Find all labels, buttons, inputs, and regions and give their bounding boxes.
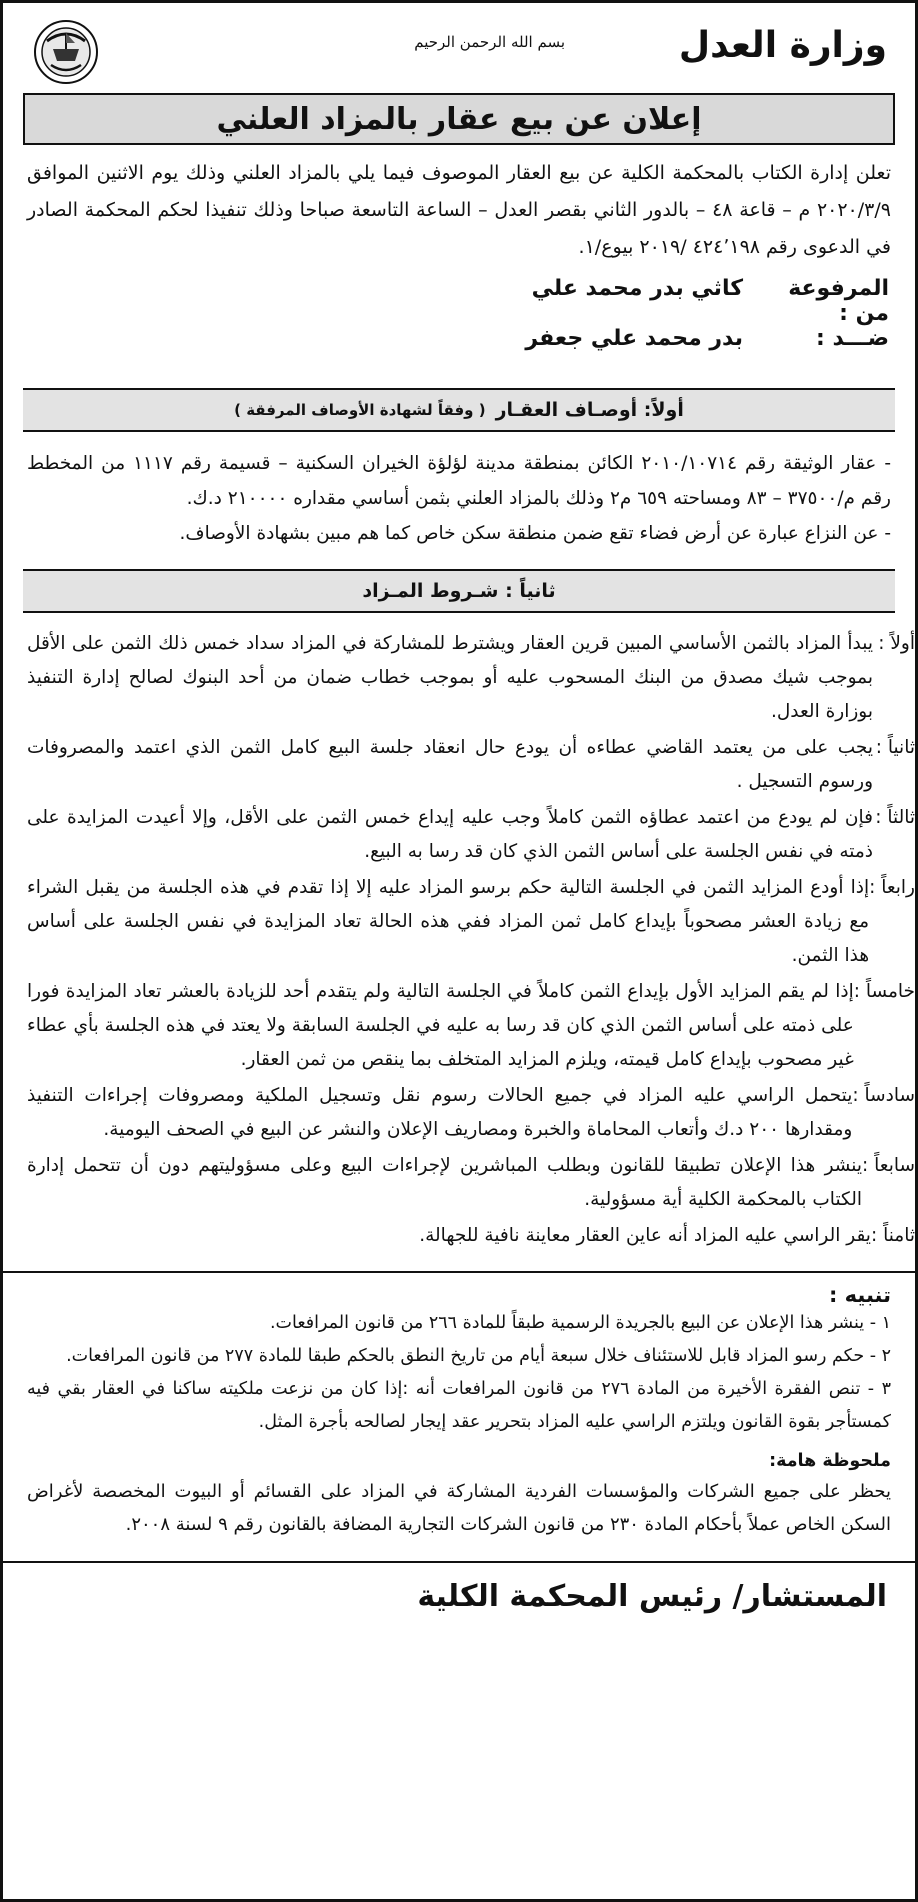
- condition-number: أولاً :: [878, 633, 915, 654]
- plaintiff-name: كاثي بدر محمد علي: [531, 276, 743, 301]
- notice-item: ١ - ينشر هذا الإعلان عن البيع بالجريدة الرسمية طبقاً للمادة ٢٦٦ من قانون المرافعات.: [269, 1313, 891, 1333]
- condition-text: يجب على من يعتمد القاضي عطاءه أن يودع حال انعقاد جلسة البيع كامل الثمن الذي اعتمد والمصروفات ورسوم التسجيل .: [27, 737, 873, 792]
- condition-item: [23, 731, 915, 799]
- condition-item: [23, 627, 915, 729]
- property-description: [27, 446, 891, 551]
- condition-text: يقر الراسي عليه المزاد أنه عاين العقار معاينة نافية للجهالة.: [419, 1225, 871, 1246]
- conditions-list: [23, 627, 915, 1253]
- header: [23, 17, 895, 83]
- section-auction-conditions: [23, 569, 895, 613]
- important-note-text: يحظر على جميع الشركات والمؤسسات الفردية المشاركة في المزاد على القسائم أو البيوت المخصصة لأغراض السكن الخاص عملاً بأحكام المادة ٢٣٠ من قانون الشركات التجارية المضافة بالقانون رقم ٩ لسنة ٢٠٠٨.: [27, 1481, 891, 1535]
- divider: [3, 1271, 915, 1273]
- defendant-label: ضـــد :: [816, 326, 889, 351]
- notice-item: ٣ - تنص الفقرة الأخيرة من المادة ٢٧٦ من قانون المرافعات أنه :إذا كان من نزعت ملكيته ساكنا في العقار بقي فيه كمستأجر بقوة القانون ويلتزم الراسي عليه المزاد بتحرير عقد إيجار لصالحه بأجرة المثل.: [27, 1379, 891, 1432]
- condition-number: ثامناً :: [870, 1225, 915, 1246]
- plaintiff-row: [23, 276, 895, 326]
- defendant-row: [23, 326, 895, 376]
- condition-number: سابعاً :: [862, 1155, 915, 1176]
- condition-item: [23, 1149, 915, 1217]
- important-note-title: ملحوظة هامة:: [769, 1451, 891, 1471]
- condition-number: سادساً :: [852, 1085, 915, 1106]
- condition-number: ثالثاً :: [875, 807, 915, 828]
- plaintiff-label: المرفوعة من :: [788, 276, 889, 326]
- condition-number: ثانياً :: [875, 737, 915, 758]
- description-item: - عن النزاع عبارة عن أرض فضاء تقع ضمن منطقة سكن خاص كما هم مبين بشهادة الأوصاف.: [179, 523, 891, 544]
- section-title: أولاً: أوصـاف العقـار: [495, 399, 684, 421]
- description-item: - عقار الوثيقة رقم ٢٠١٠/١٠٧١٤ الكائن بمنطقة مدينة لؤلؤة الخيران السكنية – قسيمة رقم ١١١٧ من المخطط رقم م/٣٧٥٠٠ – ٨٣ ومساحته ٦٥٩ م٢ وذلك بالمزاد العلني بثمن أساسي مقداره ٢١٠٠٠٠ د.ك.: [27, 453, 891, 509]
- kuwait-emblem-icon: [33, 19, 99, 85]
- condition-item: [23, 1079, 915, 1147]
- condition-item: [23, 801, 915, 869]
- condition-item: [23, 871, 915, 973]
- condition-text: فإن لم يودع من اعتمد عطاؤه الثمن كاملاً وجب عليه إيداع خمس الثمن على الأقل، وإلا أعيدت المزايدة على ذمته في نفس الجلسة على أساس الثمن الذي كان قد رسا به البيع.: [27, 807, 873, 862]
- divider: [3, 1561, 915, 1563]
- basmala: بسم الله الرحمن الرحيم: [414, 33, 565, 51]
- section-subtitle: ( وفقاً لشهادة الأوصاف المرفقة ): [234, 401, 486, 419]
- condition-number: رابعاً :: [869, 877, 915, 898]
- condition-item: [23, 975, 915, 1077]
- signature: المستشار/ رئيس المحكمة الكلية: [417, 1579, 887, 1614]
- condition-number: خامساً :: [853, 981, 915, 1002]
- section-title: ثانياً : شـروط المـزاد: [362, 580, 556, 602]
- announcement-title: إعلان عن بيع عقار بالمزاد العلني: [23, 93, 895, 145]
- condition-text: يتحمل الراسي عليه المزاد في جميع الحالات رسوم نقل وتسجيل الملكية ومصروفات إجراءات التنفيذ ومقدارها ٢٠٠ د.ك وأتعاب المحاماة والخبرة ومصاريف الإعلان والنشر عن البيع في الصحف اليومية.: [27, 1085, 853, 1140]
- section-property-description: [23, 388, 895, 432]
- condition-text: إذا لم يقم المزايد الأول بإيداع الثمن كاملاً في الجلسة التالية ولم يتقدم أحد للزيادة بالعشر تعاد المزايدة فورا على ذمته على أساس الثمن الذي كان قد رسا به عليه في الجلسة السابقة ولا يعتد في هذه الجلسة بأي عطاء غير مصحوب بإيداع كامل قيمته، ويلزم المزايد المتخلف بما ينقص من ثمن العقار.: [27, 981, 854, 1070]
- condition-text: إذا أودع المزايد الثمن في الجلسة التالية حكم برسو المزاد عليه إلا إذا تقدم في هذه الجلسة من يقبل الشراء مع زيادة العشر مصحوباً بإيداع كامل ثمن المزاد ففي هذه الحالة تعاد المزايدة في نفس الجلسة على أساس هذا الثمن.: [27, 877, 870, 966]
- parties: [23, 276, 895, 376]
- condition-text: يبدأ المزاد بالثمن الأساسي المبين قرين العقار ويشترط للمشاركة في المزاد سداد خمس ذلك الثمن على الأقل بموجب شيك مصدق من البنك المسحوب عليه أو بموجب خطاب ضمان من أحد البنوك لصالح إدارة التنفيذ بوزارة العدل.: [27, 633, 873, 722]
- notice-item: ٢ - حكم رسو المزاد قابل للاستئناف خلال سبعة أيام من تاريخ النطق بالحكم طبقا للمادة ٢٧٧ من قانون المرافعات.: [66, 1346, 891, 1366]
- condition-item: [23, 1219, 915, 1253]
- ministry-name: وزارة العدل: [678, 25, 887, 66]
- defendant-name: بدر محمد علي جعفر: [525, 326, 743, 351]
- intro-paragraph: تعلن إدارة الكتاب بالمحكمة الكلية عن بيع العقار الموصوف فيما يلي بالمزاد العلني وذلك يوم الاثنين الموافق ٢٠٢٠/٣/٩ م – قاعة ٤٨ – بالدور الثاني بقصر العدل – الساعة التاسعة صباحا وذلك تنفيذا لحكم المحكمة الصادر في الدعوى رقم ٤٢٤٬١٩٨ /٢٠١٩ بيوع/١.: [27, 162, 891, 258]
- notice-title: تنبيه :: [828, 1283, 891, 1307]
- condition-text: ينشر هذا الإعلان تطبيقا للقانون وبطلب المباشرين لإجراءات البيع وعلى مسؤوليتهم دون أن تتحمل إدارة الكتاب بالمحكمة الكلية أية مسؤولية.: [27, 1155, 863, 1210]
